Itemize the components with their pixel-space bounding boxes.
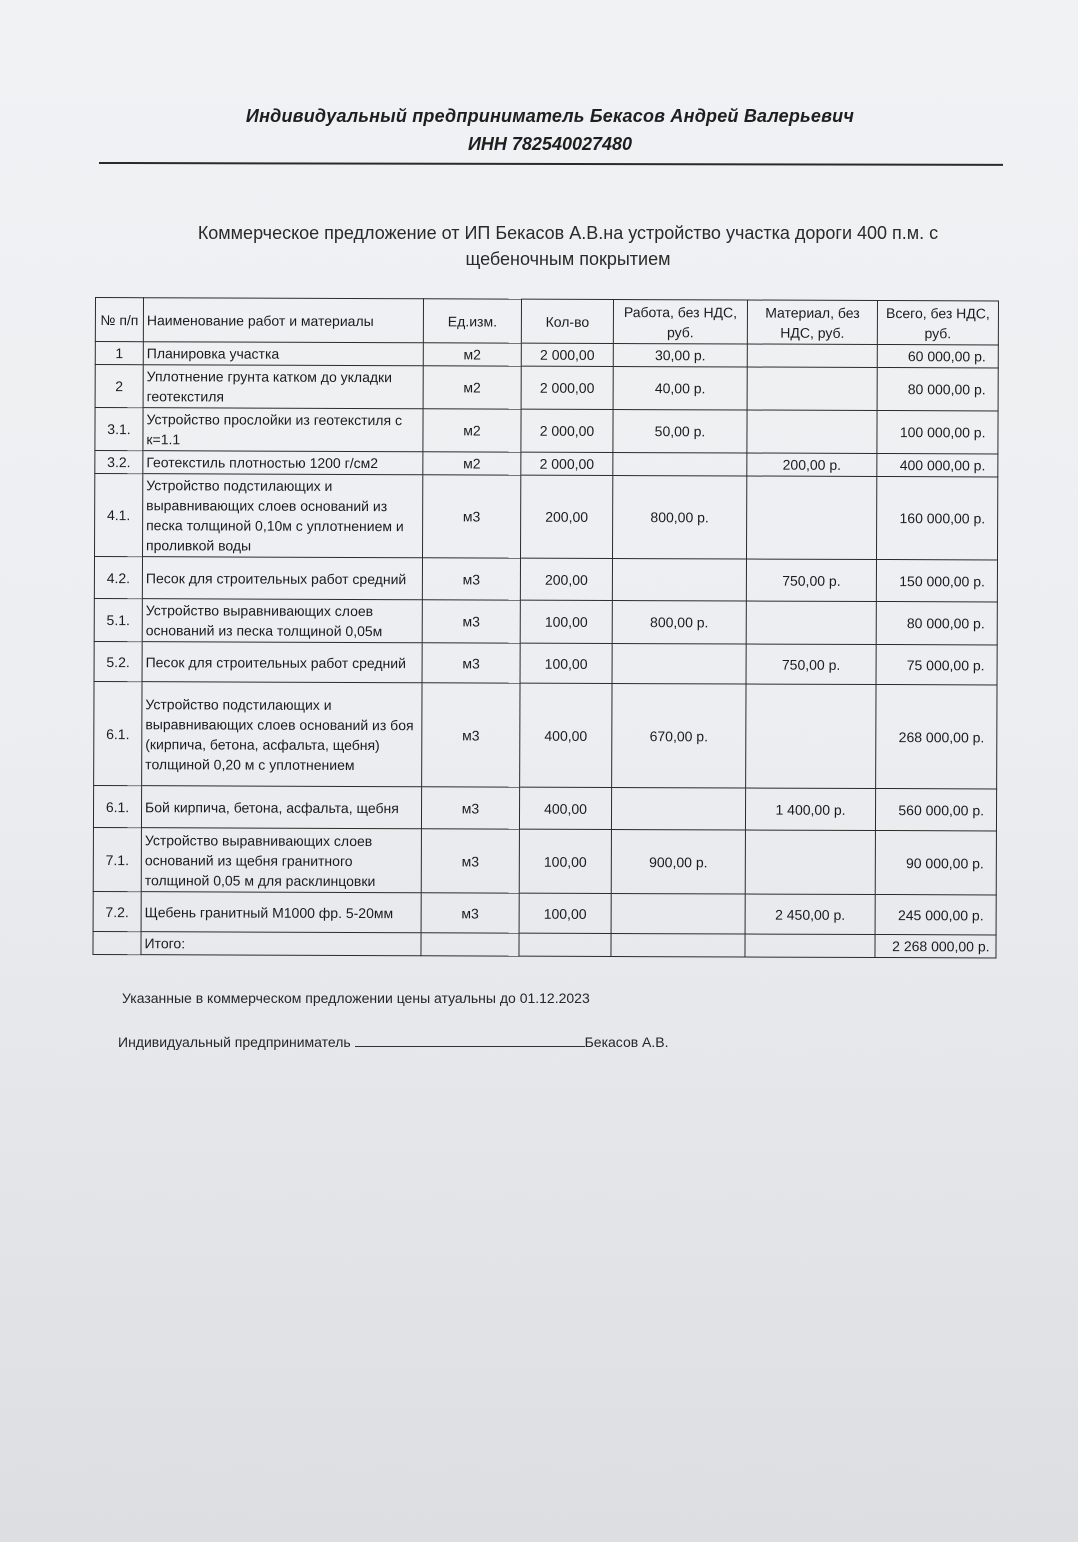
cell-qty: 100,00 (519, 893, 611, 933)
table-row (94, 641, 997, 684)
cell-num: 2 (95, 365, 143, 408)
cell-total: 60 000,00 р. (877, 345, 998, 368)
validity-note: Указанные в коммерческом предложении цены атуальны до 01.12.2023 (122, 990, 590, 1006)
table-row (95, 451, 998, 477)
cell-work (611, 933, 745, 957)
cell-material (747, 344, 877, 367)
cell-total: 560 000,00 р. (875, 789, 996, 831)
table-row (93, 827, 996, 894)
header-unit: Ед.изм. (423, 299, 521, 343)
cell-work: 40,00 р. (613, 366, 747, 410)
cell-name: Щебень гранитный М1000 фр. 5-20мм (141, 892, 421, 933)
cell-num: 5.1. (94, 598, 142, 641)
cell-name: Устройство выравнивающих слоев оснований из щебня гранитного толщиной 0,05 м для расклинцовки (141, 828, 421, 893)
cell-material (745, 830, 875, 894)
inn-number: ИНН 782540027480 (467, 134, 633, 154)
header-divider (99, 162, 1003, 166)
table-header-row (95, 298, 998, 345)
cell-work: 30,00 р. (613, 343, 747, 367)
table-row (95, 342, 998, 368)
cell-num: 4.2. (94, 557, 142, 599)
cell-unit: м3 (422, 683, 520, 787)
cell-total: 150 000,00 р. (876, 560, 997, 602)
cell-qty: 100,00 (520, 643, 612, 683)
cell-unit: м3 (421, 787, 519, 829)
cell-unit: м2 (423, 366, 521, 409)
entrepreneur-name: Индивидуальный предприниматель Бекасов Андрей Валерьевич (245, 106, 855, 126)
cell-work: 900,00 р. (611, 829, 745, 894)
cell-qty: 100,00 (519, 829, 611, 893)
grand-total: 2 268 000,00 р. (875, 934, 996, 957)
cell-name: Устройство подстилающих и выравнивающих слоев оснований из боя (кирпича, бетона, асфальта, щебня) толщиной 0,20 м с уплотнением (142, 682, 422, 787)
cell-total: 90 000,00 р. (875, 831, 996, 895)
cell-material (747, 410, 877, 453)
cell-total: 400 000,00 р. (877, 454, 998, 477)
cell-unit: м2 (423, 452, 521, 475)
cell-unit (421, 933, 519, 956)
cell-num: 4.1. (95, 474, 143, 557)
signature-label: Индивидуальный предприниматель (118, 1034, 351, 1050)
cell-qty: 400,00 (519, 787, 611, 829)
cell-total: 160 000,00 р. (876, 477, 997, 560)
cell-name: Устройство выравнивающих слоев оснований из песка толщиной 0,05м (142, 599, 422, 643)
cell-qty (519, 933, 611, 956)
cell-num: 6.1. (93, 785, 141, 827)
header-work: Работа, без НДС, руб. (613, 299, 747, 344)
cell-name: Песок для строительных работ средний (142, 557, 422, 600)
cell-unit: м2 (423, 343, 521, 366)
cell-material (746, 476, 876, 559)
header-total: Всего, без НДС, руб. (877, 301, 998, 345)
cell-total: 80 000,00 р. (877, 368, 998, 411)
table-row (94, 598, 997, 644)
cell-material: 750,00 р. (746, 559, 876, 601)
cell-unit: м3 (422, 558, 520, 600)
cell-total: 75 000,00 р. (876, 645, 997, 685)
cell-work (611, 787, 745, 830)
cell-name: Устройство прослойки из геотекстиля с к=1.1 (143, 408, 423, 452)
cell-work (612, 643, 746, 684)
cell-unit: м3 (421, 893, 519, 933)
cell-qty: 2 000,00 (521, 452, 613, 475)
cell-work (613, 452, 747, 476)
header-num: № п/п (95, 298, 143, 342)
cell-num: 7.2. (93, 891, 141, 931)
signature-line (118, 1034, 669, 1050)
cell-qty: 200,00 (520, 558, 612, 600)
signature-blank (355, 1034, 585, 1047)
table-row (95, 408, 998, 454)
table-row (95, 365, 998, 411)
header-qty: Кол-во (521, 299, 613, 343)
document-title: Коммерческое предложение от ИП Бекасов А.В.на устройство участка дороги 400 п.м. с щебеночным покрытием (197, 223, 939, 269)
cell-work: 670,00 р. (612, 683, 746, 788)
total-label: Итого: (141, 932, 421, 956)
cell-material: 2 450,00 р. (745, 894, 875, 934)
cell-qty: 400,00 (520, 683, 612, 787)
cell-material: 1 400,00 р. (745, 788, 875, 830)
cell-material (745, 934, 875, 957)
cell-num: 3.1. (95, 408, 143, 451)
cell-qty: 200,00 (521, 475, 613, 558)
cell-material (747, 367, 877, 410)
cell-unit: м3 (423, 475, 521, 558)
header-material: Материал, без НДС, руб. (747, 300, 877, 344)
cell-work (612, 558, 746, 601)
cell-work: 800,00 р. (612, 475, 746, 559)
cell-num: 1 (95, 342, 143, 365)
table-row (95, 474, 998, 560)
cell-name: Уплотнение грунта катком до укладки геотекстиля (143, 365, 423, 409)
cell-total: 100 000,00 р. (877, 411, 998, 454)
cell-material: 200,00 р. (747, 453, 877, 476)
offer-table (92, 297, 999, 958)
cell-name: Бой кирпича, бетона, асфальта, щебня (141, 786, 421, 829)
cell-total: 80 000,00 р. (876, 602, 997, 645)
table-row (94, 681, 997, 788)
cell-total: 245 000,00 р. (875, 895, 996, 935)
cell-num: 5.2. (94, 641, 142, 681)
cell-unit: м3 (422, 643, 520, 683)
cell-qty: 2 000,00 (521, 366, 613, 409)
cell-num: 7.1. (93, 827, 141, 891)
cell-material (746, 684, 876, 788)
header-name: Наименование работ и материалы (143, 298, 423, 343)
total-row (93, 931, 996, 957)
cell-qty: 2 000,00 (521, 409, 613, 452)
cell-unit: м3 (422, 600, 520, 643)
cell-material: 750,00 р. (746, 644, 876, 684)
cell-num: 6.1. (94, 681, 142, 785)
table-row (93, 785, 996, 830)
cell-work (611, 893, 745, 934)
cell-material (746, 601, 876, 644)
signature-name: Бекасов А.В. (584, 1034, 669, 1050)
cell-unit: м2 (423, 409, 521, 452)
cell-name: Планировка участка (143, 342, 423, 366)
cell-work: 50,00 р. (613, 409, 747, 453)
cell-num: 3.2. (95, 451, 143, 474)
cell-num (93, 931, 141, 954)
cell-qty: 2 000,00 (521, 343, 613, 366)
cell-name: Устройство подстилающих и выравнивающих слоев оснований из песка толщиной 0,10м с уплотнением и проливкой воды (143, 474, 423, 558)
cell-qty: 100,00 (520, 600, 612, 643)
cell-unit: м3 (421, 829, 519, 893)
cell-total: 268 000,00 р. (876, 685, 997, 789)
cell-name: Геотекстиль плотностью 1200 г/см2 (143, 451, 423, 475)
cell-work: 800,00 р. (612, 600, 746, 644)
table-row (94, 557, 997, 602)
table-row (93, 891, 996, 934)
cell-name: Песок для строительных работ средний (142, 642, 422, 683)
